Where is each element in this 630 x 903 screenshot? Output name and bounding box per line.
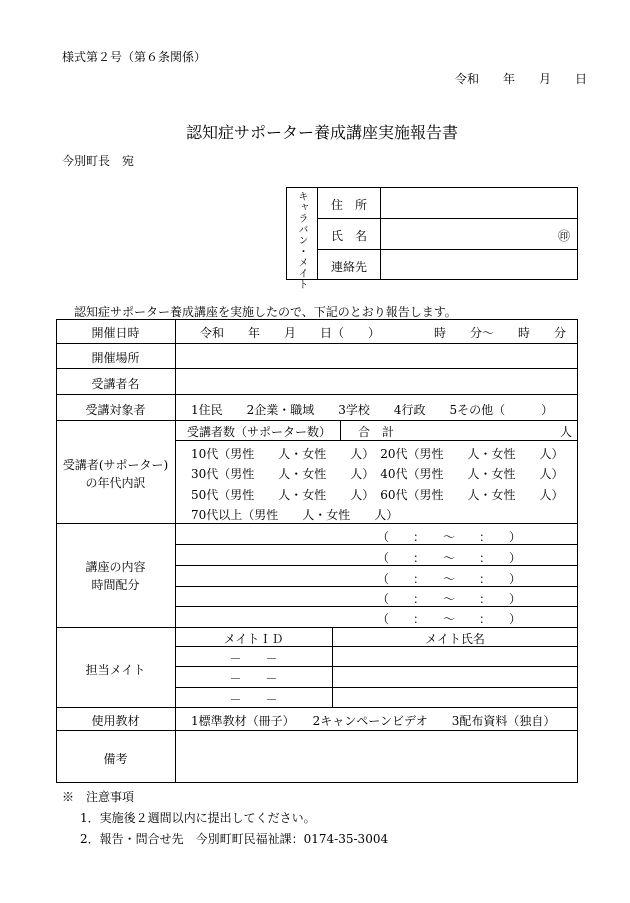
place-field[interactable] [176,344,577,368]
place-label: 開催場所 [91,351,140,365]
total-unit: 人 [560,425,573,439]
count-label: 受講者数（サポーター数） [187,425,332,439]
form-number: 様式第２号（第６条関係） [62,50,207,64]
mate-id-header: メイトＩＤ [223,632,284,646]
breakdown-label-2: の年代内訳 [85,476,146,490]
date-label: 開催日時 [91,326,140,340]
content-label: 講座の内容 [85,560,146,574]
seal-mark: ㊞ [558,229,571,243]
name-label: 氏 名 [331,229,368,243]
note-item: 1．実施後２週間以内に提出してください。 [80,811,316,825]
addressee: 今別町長 宛 [62,154,135,168]
time-slot: （ ： ～ ： ） [377,572,522,586]
time-slot: （ ： ～ ： ） [377,592,522,606]
mate-id-placeholder: － － [229,652,278,666]
address-field[interactable] [381,188,577,218]
intro-text: 認知症サポーター養成講座を実施したので、下記のとおり報告します。 [74,305,457,319]
contact-label: 連絡先 [331,260,368,274]
notes-heading: ※ 注意事項 [62,790,135,804]
remarks-label: 備考 [103,752,128,766]
age-row: 30代（男性 人・女性 人） 40代（男性 人・女性 人） [191,467,564,481]
breakdown-label: 受講者(サポーター) [62,458,169,472]
age-row: 10代（男性 人・女性 人） 20代（男性 人・女性 人） [191,447,564,461]
mate-id-placeholder: － － [229,693,278,707]
target-label: 受講対象者 [85,403,146,417]
trainee-label: 受講者名 [91,377,140,391]
date-value: 令和 年 月 日（ ） 時 分～ 時 分 [200,326,567,340]
mate-label: 担当メイト [85,663,146,677]
time-slot: （ ： ～ ： ） [377,612,522,626]
mate-id-placeholder: － － [229,672,278,686]
age-row: 50代（男性 人・女性 人） 60代（男性 人・女性 人） [191,488,564,502]
submission-date: 令和 年 月 日 [455,72,588,86]
material-label: 使用教材 [91,714,140,728]
address-label: 住 所 [331,198,368,212]
total-label: 合 計 [358,425,395,439]
time-allocation-label: 時間配分 [91,578,140,592]
material-options: 1標準教材（冊子） 2キャンペーンビデオ 3配布資料（独自） [191,714,556,728]
trainee-field[interactable] [176,369,577,394]
name-field[interactable] [381,219,551,249]
contact-field[interactable] [381,250,577,279]
page-title: 認知症サポーター養成講座実施報告書 [186,123,459,142]
time-slot: （ ： ～ ： ） [377,551,522,565]
remarks-field[interactable] [176,731,577,782]
age-row: 70代以上（男性 人・女性 人） [191,508,399,522]
note-item: 2．報告・問合せ先 今別町町民福祉課：0174-35-3004 [80,832,389,846]
target-options: 1住民 2企業・職域 3学校 4行政 5その他（ ） [191,403,554,417]
mate-name-header: メイト氏名 [425,632,485,646]
time-slot: （ ： ～ ： ） [377,530,522,544]
caravan-mate-label: キャラバン・メイト [296,191,307,290]
